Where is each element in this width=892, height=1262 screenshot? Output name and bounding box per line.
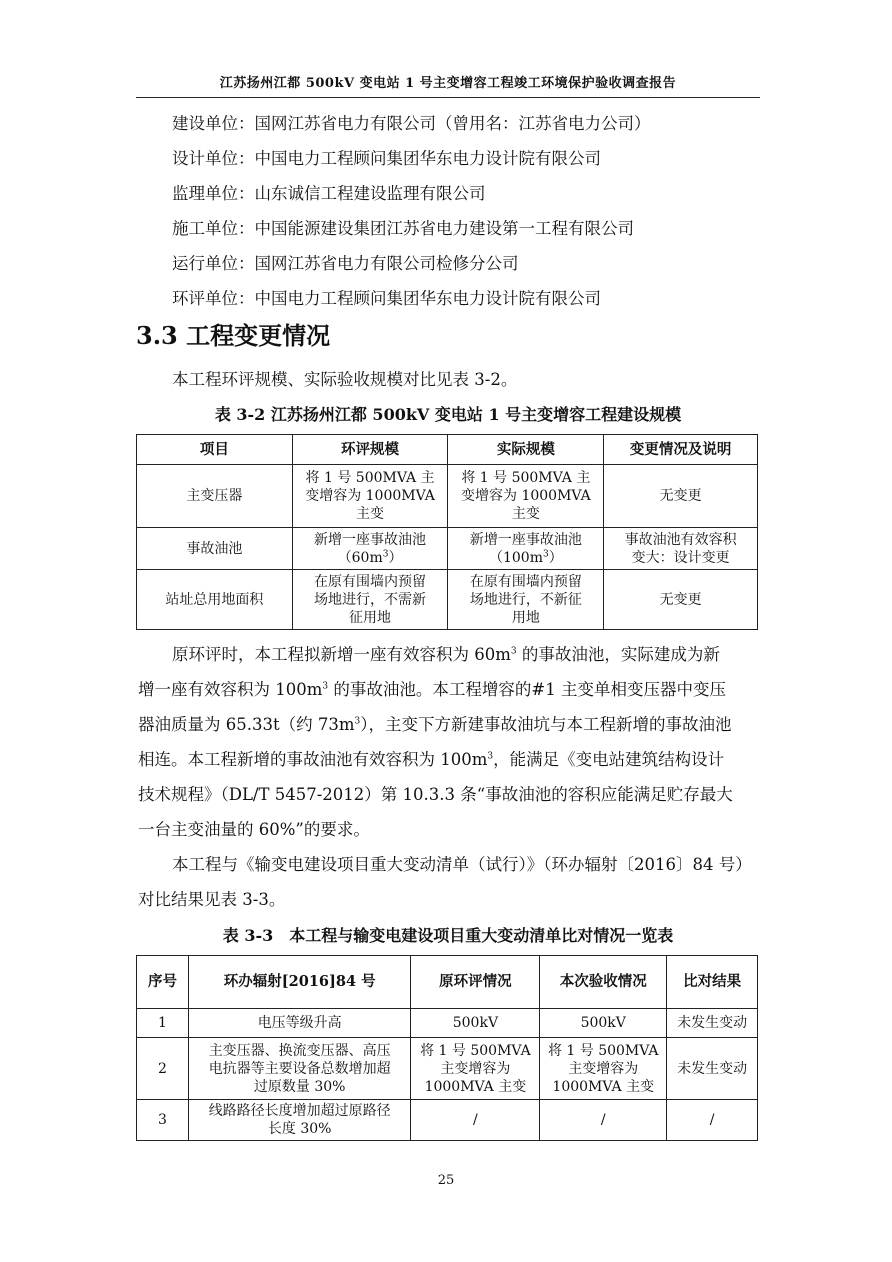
cell-line: 在原有围墙内预留 [469, 573, 582, 590]
cell-line: 过原数量 30% [253, 1078, 346, 1095]
table-cell [188, 1038, 411, 1100]
cell-line: 将 1 号 500MVA 主 [305, 470, 435, 486]
cell-line: 主变 [356, 506, 385, 522]
para-line: 增一座有效容积为 $100m^3$ 的事故油池。本工程增容的#1 主变单相变压器中变压 [138, 680, 726, 699]
cell-line: 将 1 号 500MVA [547, 1042, 659, 1059]
cell-line: 征用地 [349, 609, 392, 626]
unit-value: 中国电力工程顾问集团华东电力设计院有限公司 [254, 149, 601, 168]
table-cell: 2 [137, 1038, 189, 1100]
para-line: 技术规程》（DL/T 5457-2012）第 10.3.3 条“事故油池的容积应能满足贮存最大 [138, 785, 733, 804]
table-header-cell: 本次验收情况 [540, 956, 667, 1009]
section-title: 3.3 工程变更情况 [136, 321, 331, 350]
table-row [137, 570, 758, 630]
table-cell: / [667, 1100, 758, 1141]
table-cell: 3 [137, 1100, 189, 1141]
cell-line: 主变 [511, 506, 540, 522]
unit-label: 运行单位： [172, 254, 255, 273]
cell-line: 长度 30% [267, 1121, 332, 1137]
cell-line: 主变压器、换流变压器、高压 [208, 1042, 391, 1059]
table-cell: 未发生变动 [667, 1009, 758, 1038]
unit-line-builder [172, 215, 634, 239]
cell-line: 用地 [511, 609, 540, 626]
intro-text: 本工程环评规模、实际验收规模对比见表 3-2。 [172, 370, 518, 389]
table-cell [448, 528, 604, 570]
unit-line-supervision [172, 180, 486, 204]
table-cell: 未发生变动 [667, 1038, 758, 1100]
table-cell [292, 528, 448, 570]
table-cell: 1 [137, 1009, 189, 1038]
unit-line-eia [172, 285, 601, 309]
table-header-cell: 比对结果 [667, 956, 758, 1009]
table-header-row [137, 956, 758, 1009]
cell-line: $(100m^3)$ [488, 548, 563, 566]
cell-line: 将 1 号 500MVA [420, 1042, 531, 1059]
header-divider [136, 97, 760, 98]
unit-value: 山东诚信工程建设监理有限公司 [254, 184, 486, 203]
cell-line: 场地进行，不新征 [469, 591, 582, 608]
cell-line: 变大：设计变更 [631, 549, 730, 566]
table-cell: / [540, 1100, 667, 1141]
para-line: 器油质量为 65.33t（约 $73m^3$），主变下方新建事故油坑与本工程新增的事故油池 [138, 715, 732, 734]
unit-value: 中国电力工程顾问集团华东电力设计院有限公司 [254, 289, 601, 308]
paragraph-change-list [138, 847, 760, 917]
cell-line: 在原有围墙内预留 [314, 573, 427, 590]
table-row [137, 528, 758, 570]
unit-label: 监理单位： [172, 184, 255, 203]
cell-line: 变增容为 1000MVA [461, 488, 591, 504]
table-cell: 500kV [540, 1009, 667, 1038]
para-line: 原环评时，本工程拟新增一座有效容积为 $60m^3$ 的事故油池，实际建成为新 [172, 645, 720, 664]
para-line: 本工程与《输变电建设项目重大变动清单（试行）》（环办辐射〔2016〕84 号） [172, 855, 752, 874]
table-header-cell: 原环评情况 [411, 956, 540, 1009]
cell-line: 新增一座事故油池 [314, 531, 427, 548]
cell-line: 电抗器等主要设备总数增加超 [208, 1060, 391, 1077]
unit-label: 建设单位： [172, 114, 255, 133]
table-header-cell: 实际规模 [448, 435, 604, 465]
table-cell [448, 570, 604, 630]
table-cell: 500kV [411, 1009, 540, 1038]
unit-label: 设计单位： [172, 149, 255, 168]
table-header-row [137, 435, 758, 465]
unit-line-design [172, 145, 601, 169]
cell-line: 主变增容为 [568, 1060, 639, 1077]
table-cell [292, 465, 448, 528]
table-cell [292, 570, 448, 630]
unit-line-construction [172, 110, 651, 134]
table-header-cell: 环评规模 [292, 435, 448, 465]
cell-line: 将 1 号 500MVA 主 [461, 470, 591, 486]
table-cell: 主变压器 [137, 465, 293, 528]
unit-line-operator [172, 250, 519, 274]
cell-line: 场地进行，不需新 [314, 591, 427, 608]
table-header-cell: 序号 [137, 956, 189, 1009]
table-row [137, 1100, 758, 1141]
table-header-cell: 项目 [137, 435, 293, 465]
table-cell [188, 1100, 411, 1141]
cell-line: 主变增容为 [440, 1060, 511, 1077]
major-change-table [136, 955, 758, 1141]
table-cell [411, 1038, 540, 1100]
scale-comparison-table [136, 434, 758, 630]
table-cell: 无变更 [604, 570, 758, 630]
unit-label: 环评单位： [172, 289, 255, 308]
page-number: 25 [437, 1173, 455, 1188]
para-line: 相连。本工程新增的事故油池有效容积为 $100m^3$，能满足《变电站建筑结构设计 [138, 750, 725, 769]
para-line: 一台主变油量的 60%”的要求。 [138, 820, 370, 839]
table-cell: 电压等级升高 [188, 1009, 411, 1038]
cell-line: 变增容为 1000MVA [305, 488, 435, 504]
table-cell: 事故油池 [137, 528, 293, 570]
unit-value: 中国能源建设集团江苏省电力建设第一工程有限公司 [254, 219, 634, 238]
table-row [137, 1038, 758, 1100]
cell-line: 线路路径长度增加超过原路径 [208, 1103, 391, 1119]
table-row [137, 465, 758, 528]
table-header-cell: 变更情况及说明 [604, 435, 758, 465]
unit-value: 国网江苏省电力有限公司（曾用名：江苏省电力公司） [254, 114, 651, 133]
paragraph-oil-pool [138, 637, 760, 847]
table-cell: / [411, 1100, 540, 1141]
table-cell [604, 528, 758, 570]
table-header-cell: 环办辐射[2016]84 号 [188, 956, 411, 1009]
cell-line: 1000MVA 主变 [552, 1078, 655, 1095]
cell-line: 1000MVA 主变 [424, 1078, 527, 1095]
table1-caption: 表 3-2 江苏扬州江都 500kV 变电站 1 号主变增容工程建设规模 [214, 405, 682, 424]
unit-value: 国网江苏省电力有限公司检修分公司 [254, 254, 519, 273]
cell-line: 事故油池有效容积 [624, 531, 737, 548]
table-cell [540, 1038, 667, 1100]
table2-caption: 表 3-3 本工程与输变电建设项目重大变动清单比对情况一览表 [222, 926, 674, 945]
cell-line: 新增一座事故油池 [469, 531, 582, 548]
table-row [137, 1009, 758, 1038]
table-cell: 无变更 [604, 465, 758, 528]
table-cell: 站址总用地面积 [137, 570, 293, 630]
unit-label: 施工单位： [172, 219, 255, 238]
table-cell [448, 465, 604, 528]
cell-line: $(60m^3)$ [337, 548, 403, 566]
para-line: 对比结果见表 3-3。 [138, 890, 286, 909]
document-header: 江苏扬州江都 500kV 变电站 1 号主变增容工程竣工环境保护验收调查报告 [219, 76, 677, 91]
